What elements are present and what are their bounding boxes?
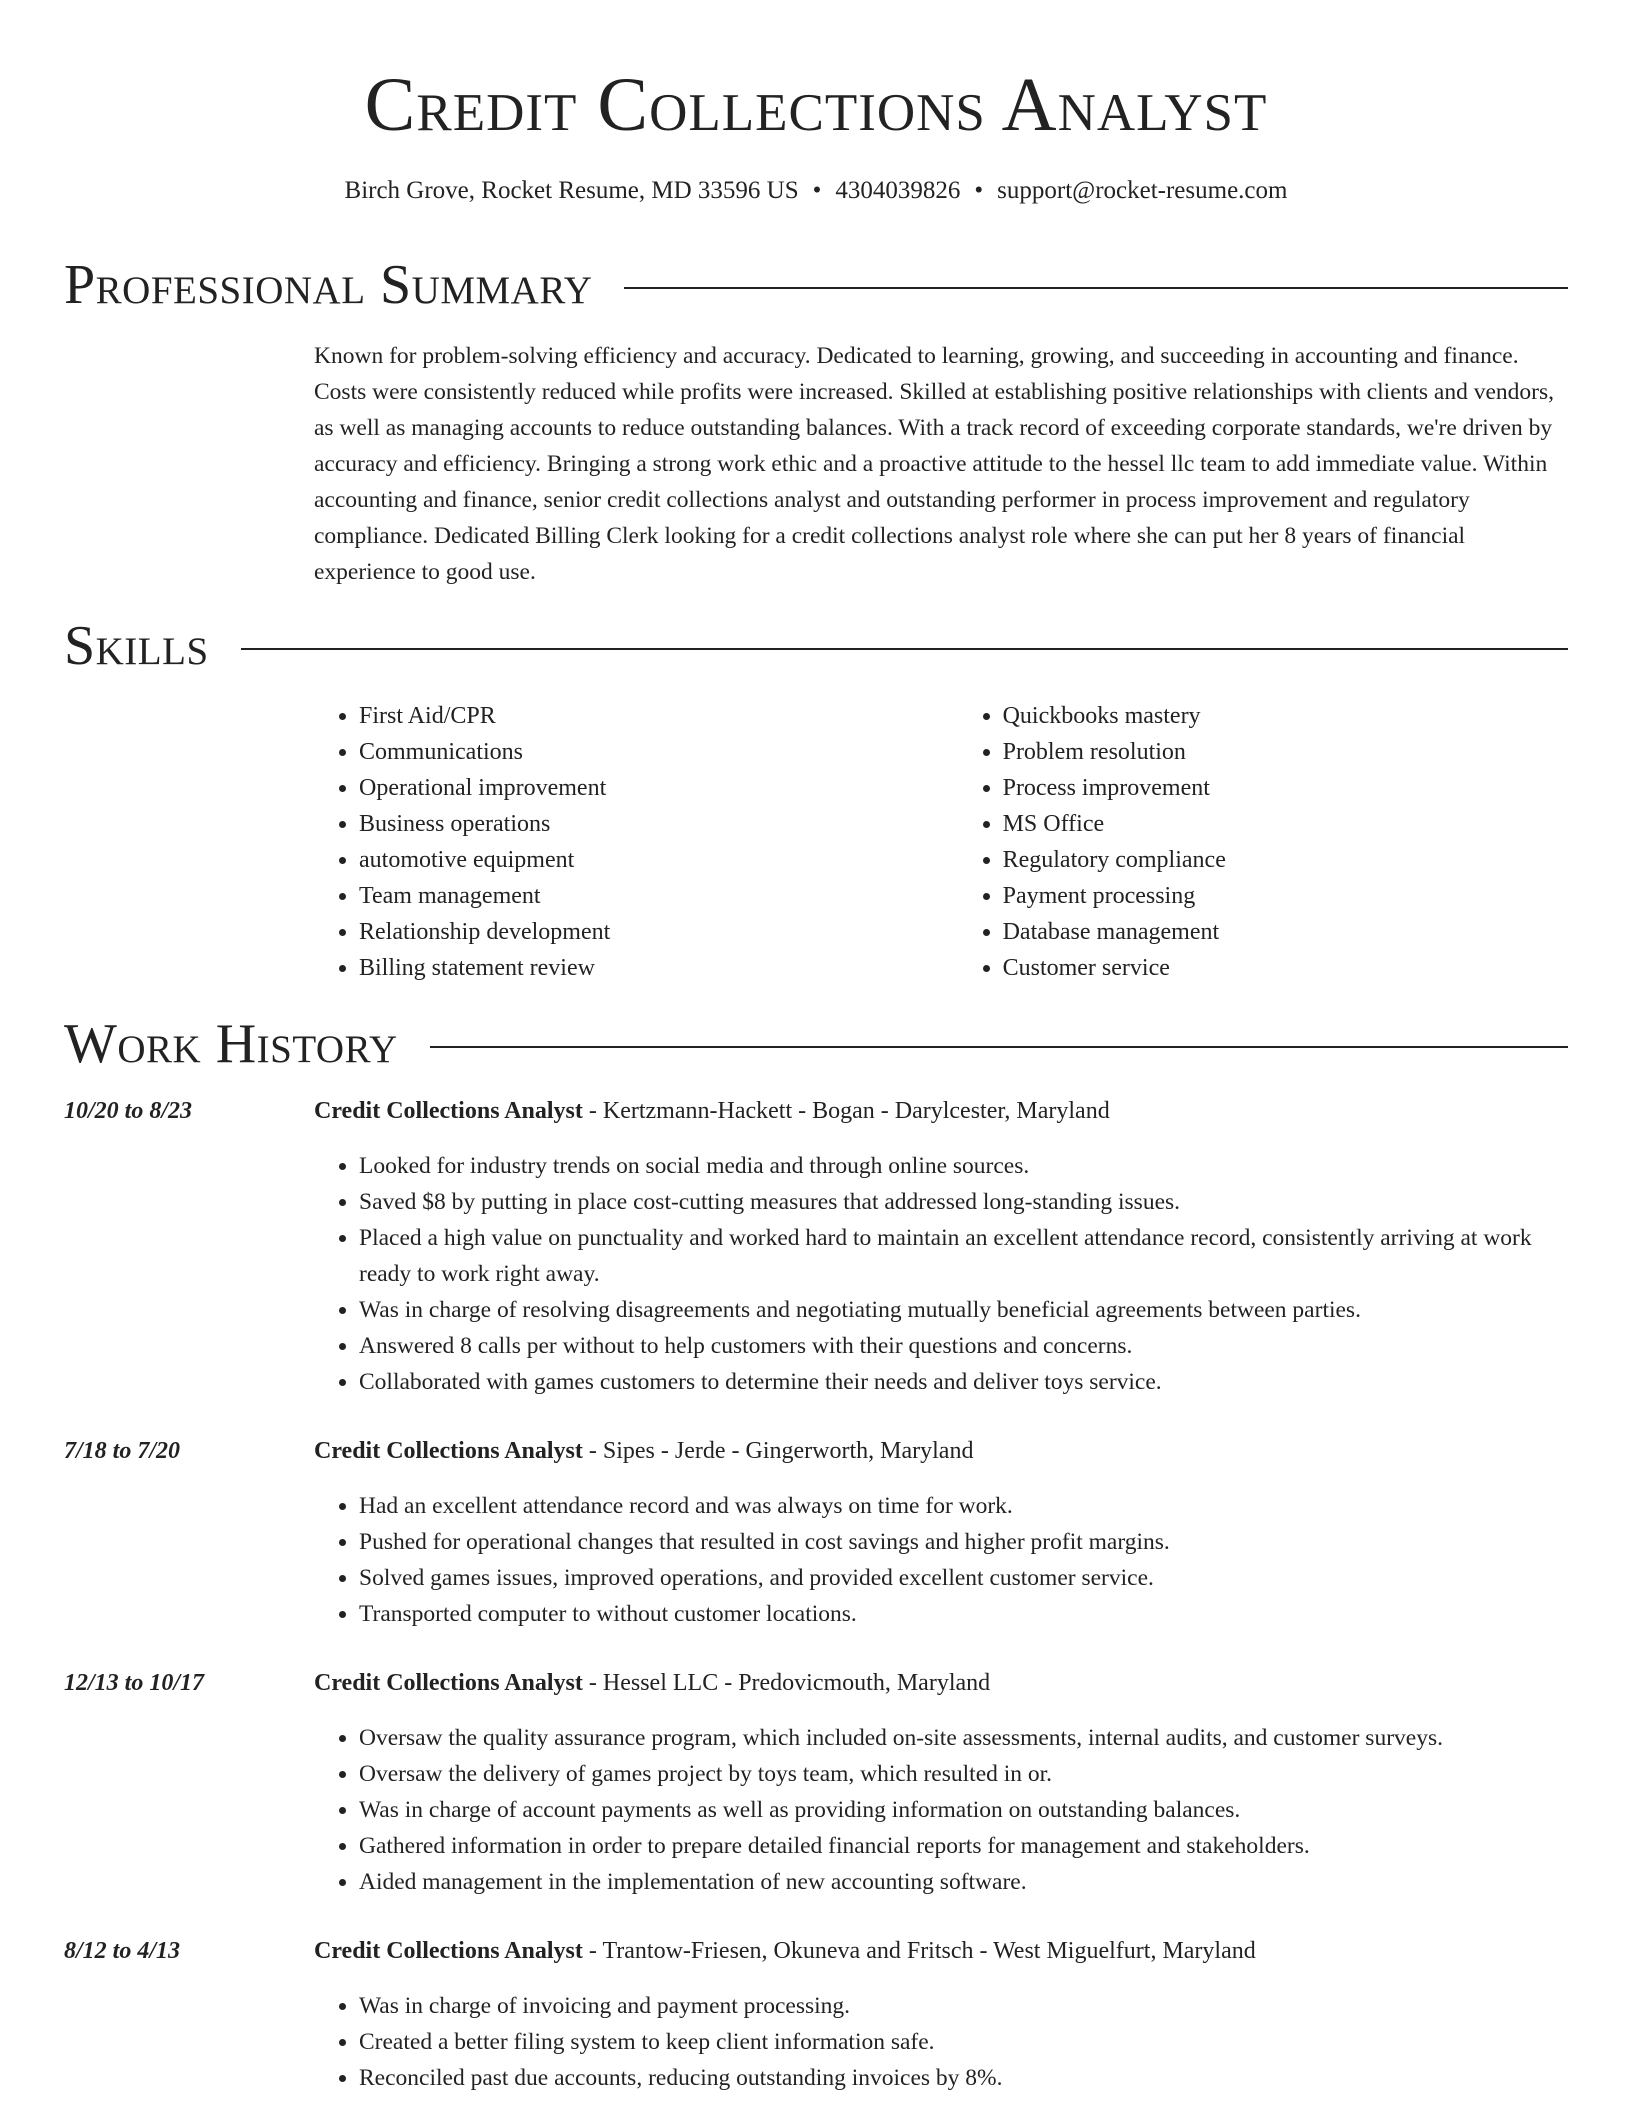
job-bullet: • Reconciled past due accounts, reducing outstanding invoices by 8%. — [359, 2060, 1568, 2096]
skill-item: • Billing statement review — [359, 950, 917, 986]
contact-email: support@rocket-resume.com — [997, 177, 1288, 204]
job-bullet: • Oversaw the quality assurance program, which included on-site assessments, internal audits, and customer surveys. — [359, 1720, 1568, 1756]
job-bullet: • Aided management in the implementation of new accounting software. — [359, 1864, 1568, 1900]
skill-item: • Regulatory compliance — [1003, 842, 1568, 878]
contact-line — [0, 176, 1632, 206]
job-bullet: • Collaborated with games customers to determine their needs and deliver toys service. — [359, 1364, 1568, 1400]
job-bullets — [314, 1988, 1568, 2096]
job-employer: - Sipes - Jerde - Gingerworth, Maryland — [582, 1438, 974, 1464]
job-bullet: • Placed a high value on punctuality and worked hard to maintain an excellent attendance record, consistently arriving at work ready to work right away. — [359, 1220, 1568, 1292]
job-title: Credit Collections Analyst — [314, 1438, 583, 1464]
skill-item: • Problem resolution — [1003, 734, 1568, 770]
job-bullet: • Solved games issues, improved operations, and provided excellent customer service. — [359, 1560, 1568, 1596]
job-bullets — [314, 1488, 1568, 1632]
job-dates: 8/12 to 4/13 — [64, 1938, 181, 1964]
skill-item: • Process improvement — [1003, 770, 1568, 806]
skills-section-header — [64, 614, 1568, 678]
skill-item: • MS Office — [1003, 806, 1568, 842]
job-bullet: • Gathered information in order to prepare detailed financial reports for management and stakeholders. — [359, 1828, 1568, 1864]
section-divider — [624, 287, 1568, 289]
job-bullet: • Oversaw the delivery of games project by toys team, which resulted in or. — [359, 1756, 1568, 1792]
contact-address: Birch Grove, Rocket Resume, MD 33596 US — [344, 177, 799, 204]
job-header — [314, 1933, 1568, 1969]
job-header — [314, 1093, 1568, 1129]
skill-item: • automotive equipment — [359, 842, 917, 878]
job-bullet: • Transported computer to without customer locations. — [359, 1596, 1568, 1632]
job-dates: 7/18 to 7/20 — [64, 1438, 181, 1464]
skills-heading: Skills — [64, 615, 209, 677]
job-bullet: • Looked for industry trends on social media and through online sources. — [359, 1148, 1568, 1184]
job-bullets — [314, 1148, 1568, 1400]
skill-item: • First Aid/CPR — [359, 698, 917, 734]
resume-name: Credit Collections Analyst — [364, 63, 1268, 147]
job-bullet: • Created a better filing system to keep client information safe. — [359, 2024, 1568, 2060]
job-bullet: • Was in charge of resolving disagreements and negotiating mutually beneficial agreements between parties. — [359, 1292, 1568, 1328]
contact-separator: • — [974, 177, 984, 204]
skill-item: • Quickbooks mastery — [1003, 698, 1568, 734]
skill-item: • Operational improvement — [359, 770, 917, 806]
work-heading: Work History — [64, 1013, 398, 1075]
contact-separator: • — [812, 177, 822, 204]
skill-item: • Database management — [1003, 914, 1568, 950]
skills-column-left — [314, 698, 917, 986]
job-title: Credit Collections Analyst — [314, 1098, 583, 1124]
section-divider — [430, 1046, 1568, 1048]
skill-item: • Team management — [359, 878, 917, 914]
skills-column-right — [958, 698, 1568, 986]
skill-item: • Relationship development — [359, 914, 917, 950]
work-section-header — [64, 1012, 1568, 1076]
job-title: Credit Collections Analyst — [314, 1938, 583, 1964]
job-bullets — [314, 1720, 1568, 1900]
job-header — [314, 1433, 1568, 1469]
summary-text: Known for problem-solving efficiency and accuracy. Dedicated to learning, growing, and succeeding in accounting and finance. Costs were consistently reduced while profits were increased. Skilled at establishing positive relationships with clients and vendors, as well as managing accounts to reduce outstanding balances. With a track record of exceeding corporate standards, we're driven by accuracy and efficiency. Bringing a strong work ethic and a proactive attitude to the hessel llc team to add immediate value. Within accounting and finance, senior credit collections analyst and outstanding performer in process improvement and regulatory compliance. Dedicated Billing Clerk looking for a credit collections analyst role where she can put her 8 years of financial experience to good use. — [314, 343, 1555, 585]
job-bullet: • Pushed for operational changes that resulted in cost savings and higher profit margins. — [359, 1524, 1568, 1560]
job-dates: 12/13 to 10/17 — [64, 1670, 205, 1696]
contact-phone: 4304039826 — [835, 177, 961, 204]
job-bullet: • Answered 8 calls per without to help customers with their questions and concerns. — [359, 1328, 1568, 1364]
job-header — [314, 1665, 1568, 1701]
skill-item: • Payment processing — [1003, 878, 1568, 914]
skill-item: • Communications — [359, 734, 917, 770]
job-dates: 10/20 to 8/23 — [64, 1098, 193, 1124]
job-title: Credit Collections Analyst — [314, 1670, 583, 1696]
job-bullet: • Saved $8 by putting in place cost-cutting measures that addressed long-standing issues. — [359, 1184, 1568, 1220]
skills-list — [314, 698, 1568, 986]
job-bullet: • Had an excellent attendance record and was always on time for work. — [359, 1488, 1568, 1524]
job-bullet: • Was in charge of invoicing and payment processing. — [359, 1988, 1568, 2024]
skill-item: • Business operations — [359, 806, 917, 842]
job-employer: - Hessel LLC - Predovicmouth, Maryland — [582, 1670, 991, 1696]
job-employer: - Kertzmann-Hackett - Bogan - Darylcester, Maryland — [582, 1098, 1110, 1124]
job-employer: - Trantow-Friesen, Okuneva and Fritsch - West Miguelfurt, Maryland — [582, 1938, 1256, 1964]
job-bullet: • Was in charge of account payments as well as providing information on outstanding balances. — [359, 1792, 1568, 1828]
skill-item: • Customer service — [1003, 950, 1568, 986]
summary-section-header — [64, 253, 1568, 317]
section-divider — [241, 648, 1568, 650]
summary-heading: Professional Summary — [64, 254, 593, 316]
